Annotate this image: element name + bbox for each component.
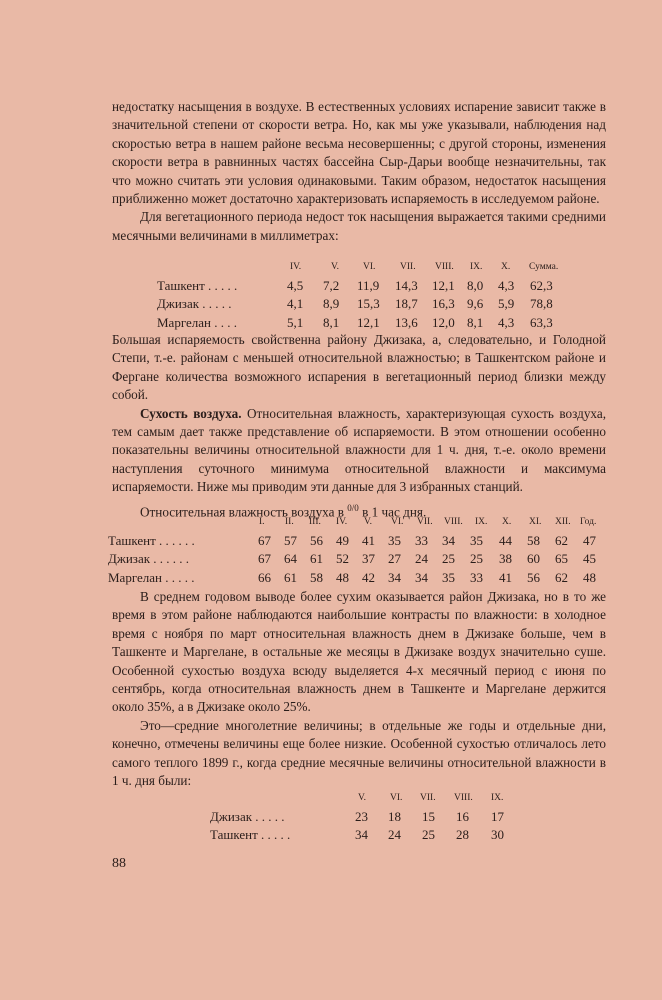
col-header: III. — [309, 517, 321, 527]
paragraph-evaporation: недостатку насыщения в воздухе. В естественных условиях испарение зависит также в значительной степени от скорости ветра. Но, как мы уже указывали, наблюдения над скоростью ветра в нашем районе весьма несовершенны; с другой стороны, изменения скорости ветра в равнинных частях бассейна Сыр-Дарьи вообще незначительны, так что можно считать эти условия одинаковыми. Таким образом, недостаток насыщения приближенно может достаточно характеризовать испаряемость в исследуемом районе. Для вегетационного периода недост ток насыщения выражается такими средними месячными величинами в миллиметрах: — [112, 99, 606, 243]
col-header: IX. — [470, 262, 483, 272]
table-row: Джизак . . . . . 4,1 8,9 15,3 18,7 16,3 9,6 5,9 78,8 — [157, 296, 553, 311]
table-header-row — [157, 259, 577, 278]
table-row: Маргелан . . . . 5,1 8,1 12,1 13,6 12,0 8,1 4,3 63,3 — [157, 314, 553, 330]
col-header: V. — [358, 793, 367, 803]
col-header: X. — [501, 262, 511, 272]
col-header: I. — [259, 517, 265, 527]
table-header-row — [108, 514, 608, 533]
col-header: VI. — [391, 517, 404, 527]
col-header: V. — [364, 517, 373, 527]
col-header: VI. — [390, 793, 403, 803]
paragraph-dryness: Большая испаряемость свойственна району Джизака, а, следовательно, и Голодной Степи, т.-е. районам с меньшей относительной влажностью; в Ташкентском районе и Фергане количества возможного испарения в вегетационный период близки между собой. Сухость воздуха. Относительная влажность, характеризующая сухость воздуха, тем самым дает также представление об испаряемости. В этом отношении особенно показательны величины относительной влажности для 1 ч. дня, т.-е. около времени наступления суточного минимума относительной влажности и максимума испаряемости. Ниже мы приводим эти данные для 3 избранных станций. — [112, 332, 606, 495]
table-row: Ташкент . . . . . 34 24 25 28 30 — [210, 827, 504, 842]
col-header: VIII. — [454, 793, 473, 803]
col-header: XI. — [529, 517, 542, 527]
table-row: Маргелан . . . . . 66 61 58 48 42 34 34 35 33 41 56 62 48 — [108, 569, 596, 585]
table-row: Джизак . . . . . . 67 64 61 52 37 27 24 25 25 38 60 65 45 — [108, 551, 596, 566]
col-header: VII. — [417, 517, 433, 527]
col-header: IV. — [290, 262, 302, 272]
table-row: Ташкент . . . . . . 67 57 56 49 41 35 33 34 35 44 58 62 47 — [108, 532, 596, 548]
col-header: IX. — [491, 793, 504, 803]
col-header: IX. — [475, 517, 488, 527]
col-header: Сумма. — [529, 262, 559, 272]
col-header: V. — [331, 262, 340, 272]
col-header: VIII. — [444, 517, 463, 527]
paragraph-annual: В среднем годовом выводе более сухим оказывается район Джизака, но в то же время в этом районе наблюдаются наибольшие контрасты по влажности: в холодное время с ноября по март относительная влажность днем в Джизаке больше, чем в Ташкенте и Маргелане, в остальные же месяцы в Джизаке воздух значительно суше. Особенной сухостью воздуха всюду выделяется 4-х месячный период с июня по сентябрь, когда относительная влажность днем в Ташкенте и Маргелане держится около 35%, а в Джизаке около 25%. Это—средние многолетние величины; в отдельные же годы и отдельные дни, конечно, отмечены величины еще более низкие. Особенной сухостью отличалось лето самого теплого 1899 г., когда средние месячные величины относительной влажности в 1 ч. дня были: — [112, 589, 606, 789]
col-header: II. — [285, 517, 294, 527]
col-header: IV. — [336, 517, 348, 527]
humidity-table — [108, 514, 608, 588]
saturation-deficit-table — [157, 259, 577, 333]
table-header-row — [210, 790, 530, 809]
humidity-1899-table — [210, 790, 530, 846]
col-header: VIII. — [435, 262, 454, 272]
page-number: 88 — [112, 856, 126, 871]
col-header: VII. — [400, 262, 416, 272]
col-header: XII. — [555, 517, 571, 527]
table-caption: Относительная влажность воздуха в $^{0/0}$ в 1 час дня. — [140, 503, 427, 520]
table-row: Джизак . . . . . 23 18 15 16 17 — [210, 808, 504, 824]
col-header: VI. — [363, 262, 376, 272]
table-row: Ташкент . . . . . 4,5 7,2 11,9 14,3 12,1 8,0 4,3 62,3 — [157, 277, 553, 293]
col-header: Год. — [580, 517, 597, 527]
section-heading: Сухость воздуха. — [140, 405, 242, 421]
col-header: X. — [502, 517, 512, 527]
col-header: VII. — [420, 793, 436, 803]
